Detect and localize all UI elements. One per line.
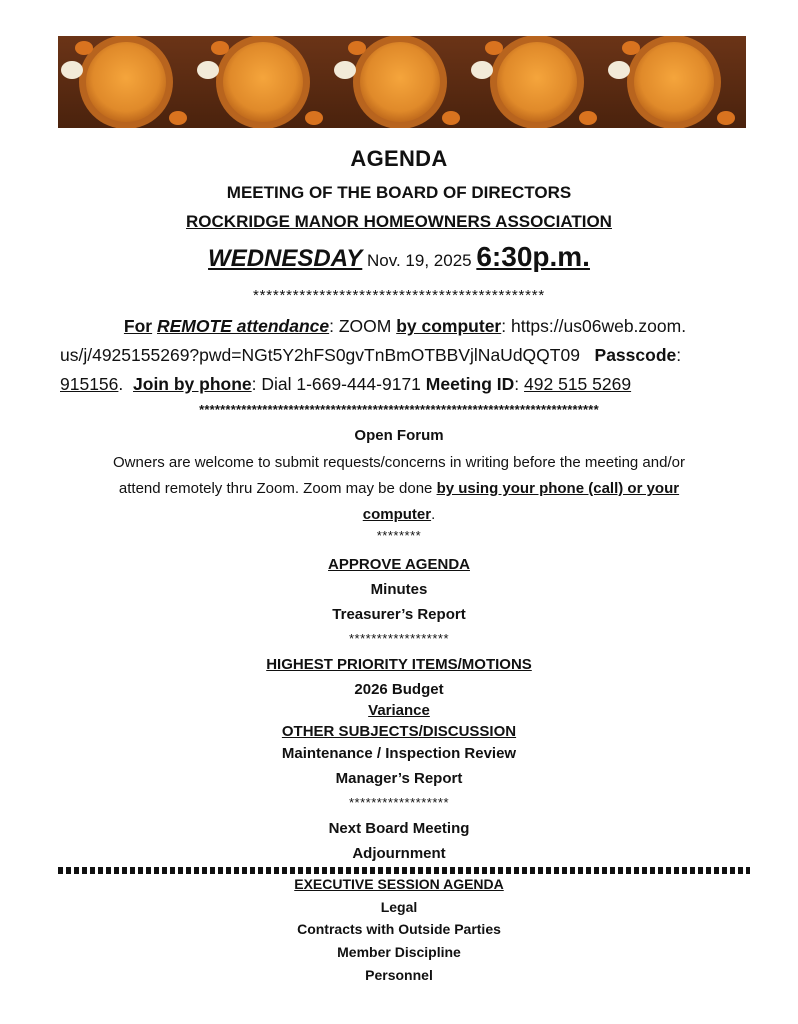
section-divider [58, 867, 750, 874]
forum-text-line3 [70, 502, 728, 528]
passcode-label: Passcode [594, 345, 677, 365]
agenda-item-maintenance: Maintenance / Inspection Review [281, 745, 517, 762]
meeting-time: 6:30p.m. [476, 241, 590, 272]
forum-text-line2 [70, 476, 728, 502]
pumpkin-pie-banner [58, 36, 746, 128]
meeting-title: MEETING OF THE BOARD OF DIRECTORS [226, 183, 572, 202]
passcode-period: . [118, 374, 124, 394]
for-label: For [123, 316, 153, 336]
separator-stars: ******************************************** [252, 287, 546, 304]
by-computer-label: by computer [396, 316, 502, 336]
forum-text-line1: Owners are welcome to submit requests/concerns in writing before the meeting and/or [113, 454, 685, 471]
agenda-item-budget: 2026 Budget [354, 681, 444, 698]
separator-stars-full: **************************************************************************** [199, 402, 599, 417]
separator-short-stars: ******** [376, 528, 422, 543]
separator-mid-stars: ****************** [348, 631, 450, 646]
exec-item-contracts: Contracts with Outside Parties [297, 921, 501, 937]
forum-text-line3b: . [431, 506, 436, 523]
highest-priority-heading: HIGHEST PRIORITY ITEMS/MOTIONS [266, 656, 532, 673]
page-title: AGENDA [350, 146, 448, 171]
join-by-phone-label: Join by phone [133, 374, 252, 394]
other-subjects-heading: OTHER SUBJECTS/DISCUSSION [281, 723, 517, 740]
zoom-text: : ZOOM [329, 316, 392, 336]
meeting-id-colon: : [514, 374, 520, 394]
meeting-day: WEDNESDAY [208, 245, 363, 272]
exec-item-member-discipline: Member Discipline [337, 944, 461, 960]
remote-attendance-label: REMOTE attendance [157, 316, 330, 336]
zoom-url-part2[interactable]: us/j/4925155269?pwd=NGt5Y2hFS0gvTnBmOTBBVjlNaUdQQT09 [60, 345, 580, 365]
passcode-colon: : [676, 345, 682, 365]
open-forum-title: Open Forum [354, 427, 444, 444]
exec-item-personnel: Personnel [365, 967, 433, 983]
agenda-item-managers-report: Manager’s Report [335, 770, 463, 787]
exec-item-legal: Legal [380, 899, 418, 915]
zoom-url-part1[interactable]: : https://us06web.zoom. [501, 316, 687, 336]
passcode-value: 915156 [60, 374, 119, 394]
agenda-item-next-meeting: Next Board Meeting [328, 820, 470, 837]
dial-in-number[interactable]: : Dial 1-669-444-9171 [251, 374, 421, 394]
approve-agenda-heading: APPROVE AGENDA [328, 556, 470, 573]
agenda-item-minutes: Minutes [370, 581, 428, 598]
agenda-item-variance: Variance [368, 702, 430, 719]
forum-text-line2a: attend remotely thru Zoom. Zoom may be done [118, 480, 433, 497]
forum-text-line2b: by using your phone (call) or your [436, 480, 680, 497]
agenda-item-treasurers-report: Treasurer’s Report [332, 606, 466, 623]
executive-session-heading: EXECUTIVE SESSION AGENDA [294, 876, 504, 892]
banner-illustration [58, 36, 746, 128]
meeting-date: Nov. 19, 2025 [367, 251, 472, 270]
meeting-id-value: 492 515 5269 [524, 374, 632, 394]
meeting-datetime [0, 241, 798, 273]
separator-mid-stars-2: ****************** [348, 795, 450, 810]
forum-text-line3a: computer [362, 506, 432, 523]
open-forum-text [70, 450, 728, 528]
remote-attendance-info [60, 312, 750, 399]
agenda-item-adjournment: Adjournment [352, 845, 446, 862]
association-name: ROCKRIDGE MANOR HOMEOWNERS ASSOCIATION [186, 212, 612, 231]
meeting-id-label: Meeting ID [425, 374, 515, 394]
